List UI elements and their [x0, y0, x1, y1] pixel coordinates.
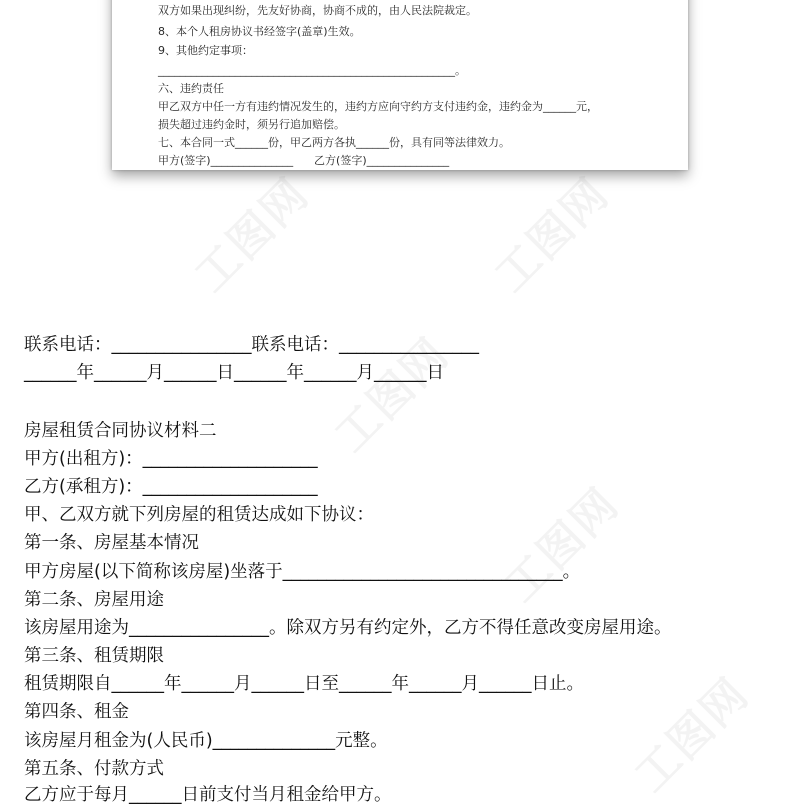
preview-line: 损失超过违约金时，须另行追加赔偿。 [158, 118, 345, 131]
preview-line: 双方如果出现纠纷，先友好协商，协商不成的，由人民法院裁定。 [158, 4, 477, 17]
watermark [478, 161, 621, 304]
article-5-heading: 第五条、付款方式 [24, 759, 164, 779]
contact-phone-line: 联系电话：________________联系电话：________________ [24, 335, 479, 355]
party-a-line: 甲方(出租方)：____________________ [24, 449, 318, 469]
party-b-line: 乙方(承租方)：____________________ [24, 477, 318, 497]
article-3-text: 租赁期限自______年______月______日至______年______月______日止。 [24, 674, 584, 694]
agreement-intro: 甲、乙双方就下列房屋的租赁达成如下协议： [24, 505, 374, 525]
watermark [178, 161, 321, 304]
article-3-heading: 第三条、租赁期限 [24, 646, 164, 666]
date-line: ______年______月______日______年______月______日 [24, 363, 444, 383]
preview-line: ______________________________________________________。 [158, 64, 466, 77]
article-4-heading: 第四条、租金 [24, 702, 129, 722]
contract-preview-page [112, 0, 688, 170]
preview-line: 甲方(签字)_______________ 乙方(签字)_______________ [158, 154, 450, 167]
article-2-text: 该房屋用途为________________。除双方另有约定外，乙方不得任意改变房屋用途。 [24, 618, 672, 638]
article-1-text: 甲方房屋(以下简称该房屋)坐落于________________________________。 [24, 562, 581, 582]
preview-line: 9、其他约定事项： [158, 44, 253, 57]
article-1-heading: 第一条、房屋基本情况 [24, 533, 199, 553]
preview-line: 甲乙双方中任一方有违约情况发生的，违约方应向守约方支付违约金，违约金为______元， [158, 100, 598, 113]
preview-line: 七、本合同一式______份，甲乙两方各执______份，具有同等法律效力。 [158, 136, 510, 149]
article-5-text: 乙方应于每月______日前支付当月租金给甲方。 [24, 785, 392, 805]
article-4-text: 该房屋月租金为(人民币)______________元整。 [24, 731, 388, 751]
document-title: 房屋租赁合同协议材料二 [24, 421, 217, 441]
preview-line: 六、违约责任 [158, 82, 224, 95]
watermark [618, 661, 761, 804]
watermark [488, 471, 631, 614]
article-2-heading: 第二条、房屋用途 [24, 590, 164, 610]
preview-line: 8、本个人租房协议书经签字(盖章)生效。 [158, 25, 361, 38]
